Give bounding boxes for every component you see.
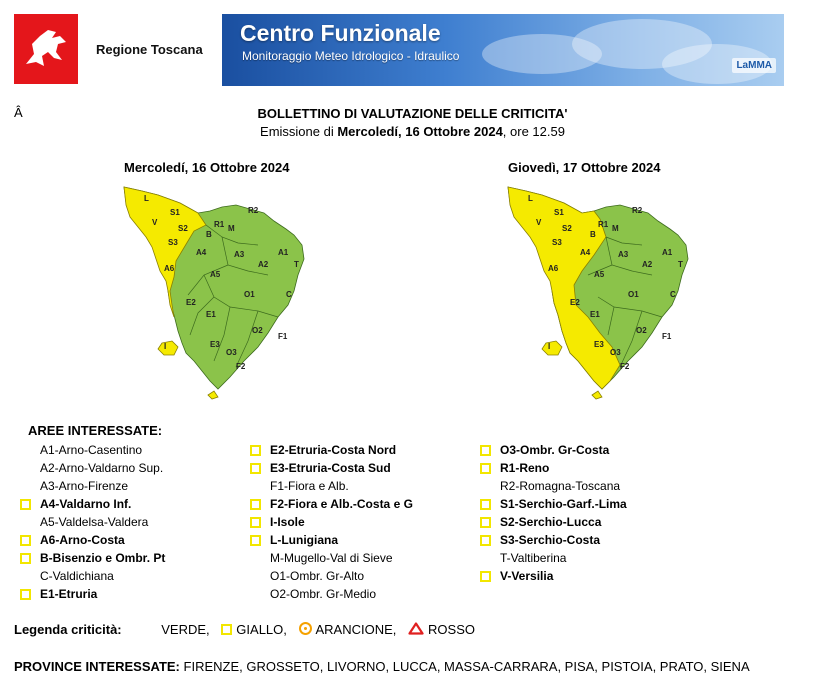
svg-text:A4: A4 [580, 248, 591, 257]
svg-text:A5: A5 [210, 270, 221, 279]
area-label: A2-Arno-Valdarno Sup. [40, 461, 164, 475]
area-label: S3-Serchio-Costa [500, 533, 601, 547]
svg-text:O3: O3 [610, 348, 621, 357]
area-item [480, 495, 627, 513]
area-label: A6-Arno-Costa [40, 533, 125, 547]
yellow-square-icon [221, 624, 232, 635]
svg-text:S1: S1 [170, 208, 180, 217]
area-label: A1-Arno-Casentino [40, 443, 143, 457]
area-label: T-Valtiberina [500, 551, 567, 565]
svg-text:C: C [670, 290, 676, 299]
legend-verde: VERDE, [161, 622, 210, 637]
svg-text:A2: A2 [642, 260, 653, 269]
svg-text:S3: S3 [552, 238, 562, 247]
svg-text:A3: A3 [618, 250, 629, 259]
area-item [480, 567, 627, 585]
svg-text:T: T [294, 260, 299, 269]
svg-text:O1: O1 [628, 290, 639, 299]
legend-rosso: ROSSO [428, 622, 475, 637]
area-item [480, 441, 627, 459]
provinces [14, 658, 804, 676]
area-item [250, 567, 413, 585]
area-item [480, 513, 627, 531]
area-label: O2-Ombr. Gr-Medio [270, 587, 377, 601]
area-item [480, 549, 627, 567]
yellow-square-icon [480, 517, 491, 528]
area-item [250, 585, 413, 603]
svg-text:R2: R2 [248, 206, 259, 215]
svg-text:S1: S1 [554, 208, 564, 217]
yellow-square-icon [20, 553, 31, 564]
area-label: F2-Fiora e Alb.-Costa e G [270, 497, 413, 511]
area-label: M-Mugello-Val di Sieve [270, 551, 393, 565]
yellow-square-icon [250, 499, 261, 510]
provinces-label: PROVINCE INTERESSATE: [14, 659, 180, 674]
areas-title: AREE INTERESSATE: [28, 423, 163, 438]
red-triangle-icon [408, 622, 424, 635]
area-item [250, 477, 413, 495]
yellow-square-icon [20, 535, 31, 546]
svg-text:I: I [164, 342, 167, 351]
yellow-square-icon [480, 571, 491, 582]
svg-text:A6: A6 [164, 264, 175, 273]
svg-text:E1: E1 [206, 310, 216, 319]
svg-text:V: V [536, 218, 542, 227]
regione-toscana-logo [14, 14, 78, 84]
area-item [20, 567, 165, 585]
svg-text:R1: R1 [214, 220, 225, 229]
bulletin-emission: Emissione di Mercoledí, 16 Ottobre 2024, ore 12.59 [260, 124, 565, 139]
yellow-square-icon [250, 463, 261, 474]
svg-text:A5: A5 [594, 270, 605, 279]
area-item [250, 459, 413, 477]
yellow-square-icon [20, 589, 31, 600]
svg-text:B: B [590, 230, 596, 239]
provinces-list: FIRENZE, GROSSETO, LIVORNO, LUCCA, MASSA-CARRARA, PISA, PISTOIA, PRATO, SIENA [183, 659, 750, 674]
area-label: O1-Ombr. Gr-Alto [270, 569, 365, 583]
area-item [20, 459, 165, 477]
legend [14, 622, 475, 637]
area-item [480, 531, 627, 549]
area-item [20, 531, 165, 549]
area-label: F1-Fiora e Alb. [270, 479, 349, 493]
svg-text:M: M [612, 224, 619, 233]
svg-text:S3: S3 [168, 238, 178, 247]
map-title-day1: Mercoledí, 16 Ottobre 2024 [124, 160, 290, 175]
region-name: Regione Toscana [96, 42, 203, 57]
lamma-logo: LaMMA [732, 58, 776, 73]
area-label: S2-Serchio-Lucca [500, 515, 602, 529]
emission-date: Mercoledí, 16 Ottobre 2024 [337, 124, 503, 139]
area-label: S1-Serchio-Garf.-Lima [500, 497, 627, 511]
yellow-square-icon [480, 445, 491, 456]
area-item [250, 549, 413, 567]
area-label: E1-Etruria [40, 587, 98, 601]
svg-text:V: V [152, 218, 158, 227]
tuscany-map-day1 [118, 185, 338, 400]
yellow-square-icon [20, 499, 31, 510]
stray-character: Â [14, 105, 23, 120]
svg-text:A6: A6 [548, 264, 559, 273]
svg-text:O3: O3 [226, 348, 237, 357]
svg-text:A4: A4 [196, 248, 207, 257]
area-label: R2-Romagna-Toscana [500, 479, 621, 493]
header [14, 14, 784, 90]
areas-column-3 [480, 441, 627, 585]
area-label: A5-Valdelsa-Valdera [40, 515, 149, 529]
yellow-square-icon [250, 535, 261, 546]
bulletin-title: BOLLETTINO DI VALUTAZIONE DELLE CRITICITA' [257, 106, 568, 121]
svg-text:F2: F2 [236, 362, 246, 371]
area-item [480, 459, 627, 477]
svg-text:E2: E2 [570, 298, 580, 307]
yellow-square-icon [480, 499, 491, 510]
yellow-square-icon [480, 535, 491, 546]
yellow-square-icon [250, 517, 261, 528]
svg-text:O2: O2 [252, 326, 263, 335]
yellow-square-icon [480, 463, 491, 474]
area-label: V-Versilia [500, 569, 554, 583]
svg-text:T: T [678, 260, 683, 269]
map-title-day2: Giovedì, 17 Ottobre 2024 [508, 160, 661, 175]
svg-text:S2: S2 [562, 224, 572, 233]
svg-text:F2: F2 [620, 362, 630, 371]
yellow-square-icon [250, 445, 261, 456]
legend-arancione: ARANCIONE, [315, 622, 397, 637]
tuscany-map-day2 [502, 185, 722, 400]
centro-funzionale-banner [222, 14, 784, 86]
svg-text:L: L [144, 194, 149, 203]
area-item [250, 513, 413, 531]
area-label: E2-Etruria-Costa Nord [270, 443, 397, 457]
svg-text:R2: R2 [632, 206, 643, 215]
svg-text:I: I [548, 342, 551, 351]
svg-text:O2: O2 [636, 326, 647, 335]
legend-giallo: GIALLO, [236, 622, 287, 637]
svg-text:A1: A1 [278, 248, 289, 257]
svg-text:A2: A2 [258, 260, 269, 269]
banner-title: Centro Funzionale [240, 20, 441, 46]
map-island-elba [542, 341, 562, 355]
banner-subtitle: Monitoraggio Meteo Idrologico - Idraulico [242, 49, 460, 63]
svg-text:A3: A3 [234, 250, 245, 259]
area-item [20, 495, 165, 513]
svg-text:S2: S2 [178, 224, 188, 233]
area-label: E3-Etruria-Costa Sud [270, 461, 391, 475]
svg-text:R1: R1 [598, 220, 609, 229]
svg-text:F1: F1 [278, 332, 288, 341]
svg-text:E3: E3 [594, 340, 604, 349]
area-label: R1-Reno [500, 461, 550, 475]
svg-text:L: L [528, 194, 533, 203]
svg-text:M: M [228, 224, 235, 233]
map-island-elba [158, 341, 178, 355]
area-label: I-Isole [270, 515, 305, 529]
area-item [20, 477, 165, 495]
area-item [20, 441, 165, 459]
area-label: A3-Arno-Firenze [40, 479, 129, 493]
area-label: C-Valdichiana [40, 569, 114, 583]
area-item [250, 495, 413, 513]
area-item [20, 549, 165, 567]
area-item [250, 441, 413, 459]
svg-text:E3: E3 [210, 340, 220, 349]
orange-circle-icon [299, 622, 312, 635]
map-island-giglio [208, 391, 218, 399]
area-label: L-Lunigiana [270, 533, 338, 547]
area-item [480, 477, 627, 495]
svg-text:E2: E2 [186, 298, 196, 307]
svg-text:A1: A1 [662, 248, 673, 257]
area-item [20, 585, 165, 603]
area-item [20, 513, 165, 531]
svg-text:F1: F1 [662, 332, 672, 341]
area-label: O3-Ombr. Gr-Costa [500, 443, 610, 457]
legend-label: Legenda criticità: [14, 622, 122, 637]
area-label: B-Bisenzio e Ombr. Pt [40, 551, 166, 565]
map-island-giglio [592, 391, 602, 399]
area-label: A4-Valdarno Inf. [40, 497, 132, 511]
svg-text:O1: O1 [244, 290, 255, 299]
areas-column-1 [20, 441, 165, 603]
areas-column-2 [250, 441, 413, 603]
area-item [250, 531, 413, 549]
svg-text:B: B [206, 230, 212, 239]
svg-text:E1: E1 [590, 310, 600, 319]
svg-text:C: C [286, 290, 292, 299]
